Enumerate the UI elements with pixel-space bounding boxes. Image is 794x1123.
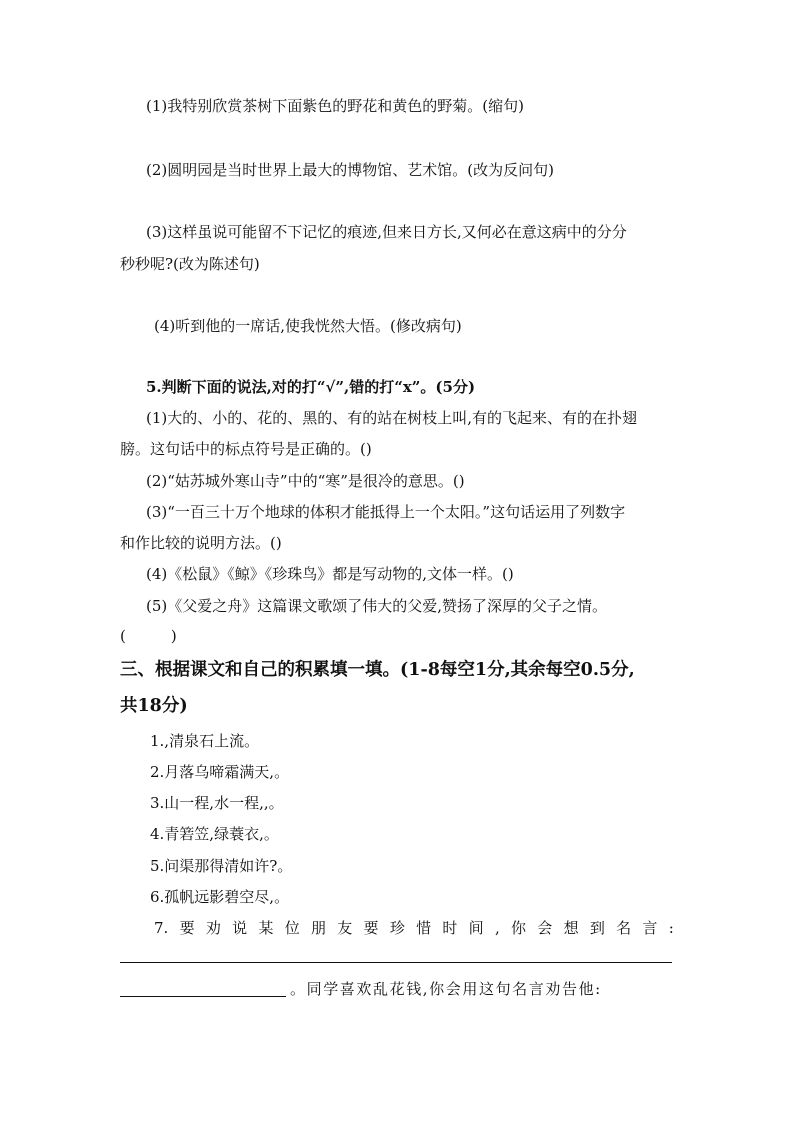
fill-in-item-7 bbox=[154, 918, 674, 938]
answer-blank-line[interactable] bbox=[120, 962, 672, 963]
item-7-char: 某 bbox=[258, 919, 274, 937]
question-5-line: (1)大的、小的、花的、黑的、有的站在树枝上叫,有的飞起来、有的在扑翅 bbox=[146, 409, 638, 427]
item-7-char: 朋 bbox=[310, 919, 326, 937]
item-7-char: 友 bbox=[337, 919, 353, 937]
item-7-char: 时 bbox=[442, 919, 458, 937]
answer-blank-line[interactable] bbox=[120, 996, 286, 997]
fill-in-item-7-continuation: 。同学喜欢乱花钱,你会用这句名言劝告他: bbox=[290, 980, 602, 998]
item-7-char: 到 bbox=[589, 919, 605, 937]
answer-bracket: ( ) bbox=[120, 627, 177, 645]
question-4-sub-item: (2)圆明园是当时世界上最大的博物馆、艺术馆。(改为反问句) bbox=[146, 161, 554, 179]
item-7-char: 7. bbox=[154, 919, 169, 937]
item-7-char: 劝 bbox=[205, 919, 221, 937]
item-7-char: 会 bbox=[537, 919, 553, 937]
question-5-line: (3)“一百三十万个地球的体积才能抵得上一个太阳。”这句话运用了列数字 bbox=[146, 503, 626, 521]
question-5-title: 5.判断下面的说法,对的打“√”,错的打“x”。(5分) bbox=[146, 378, 476, 396]
item-7-char: 要 bbox=[363, 919, 379, 937]
fill-in-item: 3.山一程,水一程,,。 bbox=[150, 794, 284, 812]
question-4-sub-item: (3)这样虽说可能留不下记忆的痕迹,但来日方长,又何必在意这病中的分分 bbox=[146, 223, 627, 241]
item-7-char: : bbox=[668, 919, 674, 937]
question-5-line: 和作比较的说明方法。() bbox=[120, 534, 282, 552]
fill-in-item: 6.孤帆远影碧空尽,。 bbox=[150, 888, 290, 906]
item-7-char: 要 bbox=[179, 919, 195, 937]
item-7-char: 言 bbox=[642, 919, 658, 937]
item-7-char: 间 bbox=[468, 919, 484, 937]
item-7-char: 惜 bbox=[416, 919, 432, 937]
fill-in-item: 4.青箬笠,绿蓑衣,。 bbox=[150, 825, 279, 843]
fill-in-item: 1.,清泉石上流。 bbox=[150, 732, 260, 750]
question-5-line: (4)《松鼠》《鲸》《珍珠鸟》都是写动物的,文体一样。() bbox=[146, 565, 514, 583]
item-7-char: 名 bbox=[616, 919, 632, 937]
fill-in-item: 2.月落乌啼霜满天,。 bbox=[150, 763, 290, 781]
item-7-char: 你 bbox=[511, 919, 527, 937]
question-4-sub-item: (4)听到他的一席话,使我恍然大悟。(修改病句) bbox=[154, 317, 462, 335]
question-5-line: 膀。这句话中的标点符号是正确的。() bbox=[120, 440, 372, 458]
item-7-char: , bbox=[494, 919, 500, 937]
section-3-heading: 共18分) bbox=[120, 696, 188, 716]
question-5-line: (2)“姑苏城外寒山寺”中的“寒”是很冷的意思。() bbox=[146, 472, 465, 490]
question-4-sub-item: 秒秒呢?(改为陈述句) bbox=[120, 255, 260, 273]
fill-in-item: 5.问渠那得清如许?。 bbox=[150, 857, 293, 875]
question-4-sub-item: (1)我特别欣赏茶树下面紫色的野花和黄色的野菊。(缩句) bbox=[146, 97, 524, 115]
section-3-heading: 三、根据课文和自己的积累填一填。(1-8每空1分,其余每空0.5分, bbox=[120, 660, 635, 680]
item-7-char: 想 bbox=[563, 919, 579, 937]
question-5-line: (5)《父爱之舟》这篇课文歌颂了伟大的父爱,赞扬了深厚的父子之情。 bbox=[146, 597, 608, 615]
item-7-char: 珍 bbox=[389, 919, 405, 937]
item-7-char: 说 bbox=[232, 919, 248, 937]
item-7-char: 位 bbox=[284, 919, 300, 937]
